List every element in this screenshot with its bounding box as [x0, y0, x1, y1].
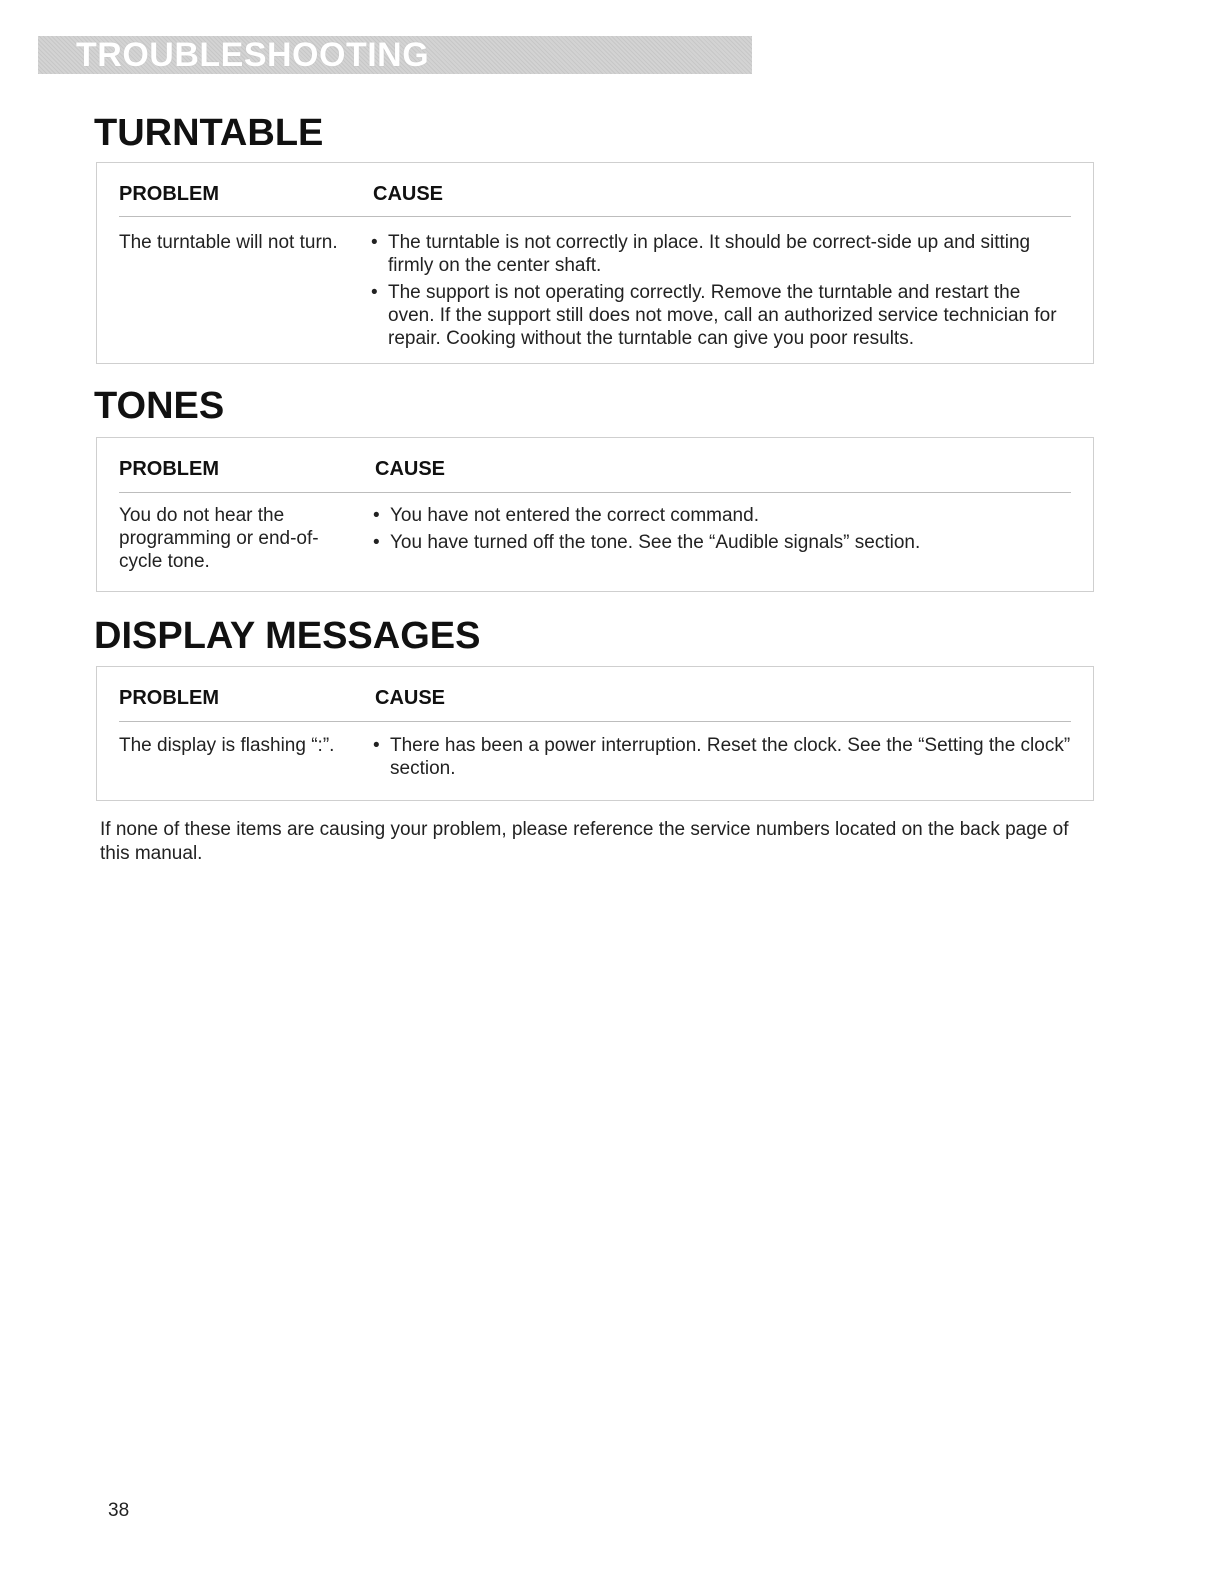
header-divider: [119, 216, 1071, 217]
header-divider: [119, 721, 1071, 722]
problem-header: PROBLEM: [119, 183, 219, 205]
section-title-turntable: TURNTABLE: [94, 112, 324, 154]
header-divider: [119, 492, 1071, 493]
banner-title: TROUBLESHOOTING: [76, 36, 430, 74]
page-number: 38: [108, 1500, 130, 1521]
problem-text: The display is flashing “:”.: [119, 735, 335, 756]
cause-list: [371, 231, 1071, 354]
cause-list: [373, 734, 1071, 784]
footer-note: If none of these items are causing your problem, please reference the service numbers located on the back page of this manual.: [100, 819, 1069, 864]
cause-list: [373, 504, 1071, 558]
cause-header: CAUSE: [375, 458, 446, 480]
cause-item: • There has been a power interruption. Reset the clock. See the “Setting the clock” section.: [373, 734, 1071, 780]
problem-text: You do not hear the programming or end-of-cycle tone.: [119, 505, 319, 572]
cause-header: CAUSE: [373, 183, 444, 205]
tones-table: [96, 437, 1094, 592]
section-title-display-messages: DISPLAY MESSAGES: [94, 615, 481, 657]
problem-header: PROBLEM: [119, 687, 219, 709]
turntable-table: [96, 162, 1094, 364]
section-title-tones: TONES: [94, 385, 225, 427]
cause-header: CAUSE: [375, 687, 446, 709]
cause-item: • You have turned off the tone. See the “Audible signals” section.: [373, 531, 1071, 554]
section-banner: [38, 36, 752, 74]
cause-item: • The turntable is not correctly in place. It should be correct-side up and sitting firmly on the center shaft.: [371, 231, 1071, 277]
problem-header: PROBLEM: [119, 458, 219, 480]
display-messages-table: [96, 666, 1094, 801]
problem-text: The turntable will not turn.: [119, 232, 338, 253]
cause-item: • You have not entered the correct command.: [373, 504, 1071, 527]
cause-item: • The support is not operating correctly. Remove the turntable and restart the oven. If the support still does not move, call an authorized service technician for repair. Cooking without the turntable can give you poor results.: [371, 281, 1071, 350]
